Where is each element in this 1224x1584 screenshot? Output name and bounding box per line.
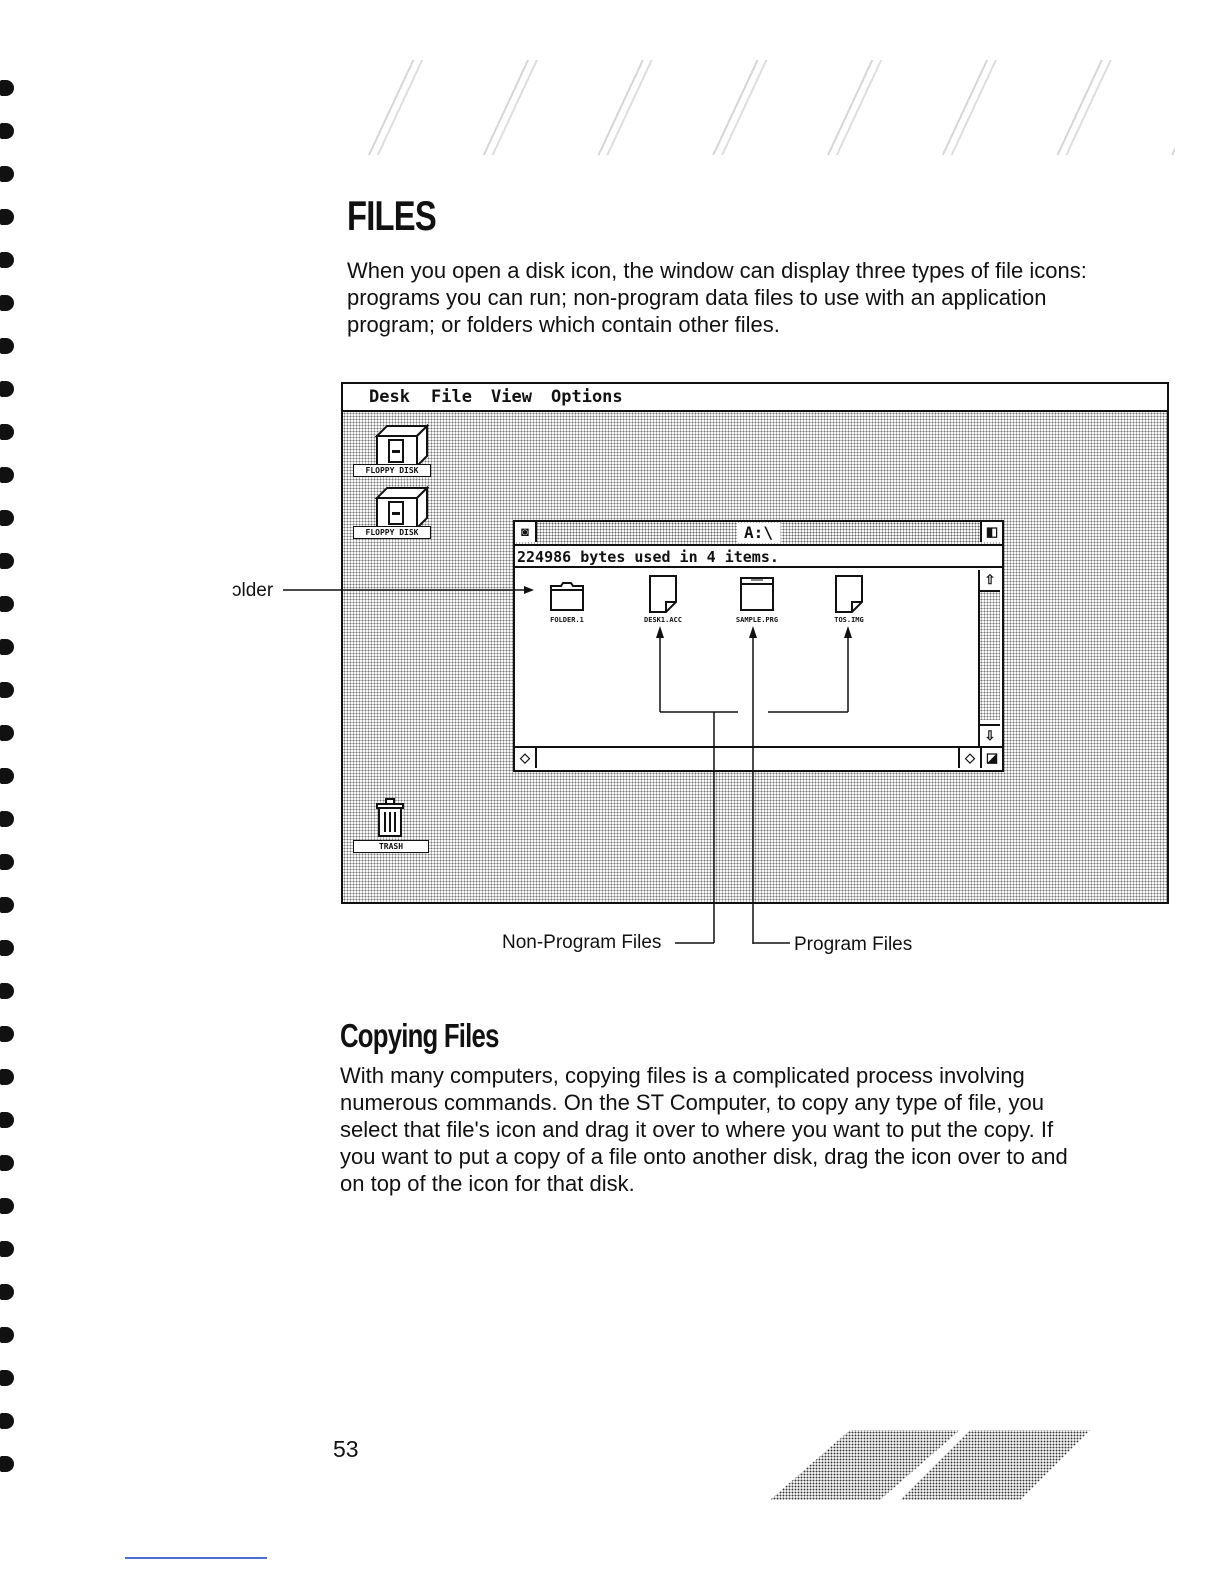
- copying-paragraph: With many computers, copying files is a complicated process involving numerous commands. On the ST Computer, to copy any type of file, you select that file's icon and drag it over to where you want to put the copy. If you want to put a copy of a file onto another disk, drag the icon over to and on top of the icon for that disk.: [340, 1063, 1068, 1196]
- close-icon[interactable]: ◙: [515, 522, 537, 542]
- non-program-files-callout: Non-Program Files: [502, 932, 662, 953]
- scroll-right-icon[interactable]: ◇: [958, 748, 980, 768]
- scroll-down-icon[interactable]: ⇩: [980, 724, 1000, 746]
- floppy-disk-label-b: FLOPPY DISK: [353, 526, 431, 539]
- page-title: FILES: [347, 192, 436, 239]
- bottom-rule: [125, 1557, 267, 1559]
- folder-margin-label: ɔlder: [232, 580, 274, 601]
- decorative-corner-stripes: [770, 1428, 1100, 1508]
- resize-icon[interactable]: ◪: [980, 748, 1002, 768]
- file-label-folder: FOLDER.1: [550, 616, 584, 624]
- fullscreen-icon[interactable]: ◧: [980, 522, 1002, 542]
- section-heading: Copying Files: [340, 1017, 499, 1054]
- trash-label: TRASH: [353, 840, 429, 853]
- page-number: 53: [333, 1436, 359, 1462]
- scroll-left-icon[interactable]: ◇: [515, 748, 537, 768]
- file-label-sample-prg: SAMPLE.PRG: [735, 616, 779, 624]
- file-label-desk-acc: DESK1.ACC: [644, 616, 682, 624]
- floppy-disk-label-a: FLOPPY DISK: [353, 464, 431, 477]
- window-info-line: 224986 bytes used in 4 items.: [515, 546, 1002, 568]
- scroll-up-icon[interactable]: ⇧: [980, 570, 1000, 592]
- program-files-callout: Program Files: [794, 934, 913, 955]
- menu-view[interactable]: View: [491, 387, 532, 407]
- menu-file[interactable]: File: [431, 387, 472, 407]
- intro-paragraph: When you open a disk icon, the window can display three types of file icons: programs you can run; non-program data files to use with an application program; or folders which contain other files.: [347, 258, 1087, 337]
- menu-desk[interactable]: Desk: [369, 387, 410, 407]
- file-label-tos-img: TOS.IMG: [834, 616, 864, 624]
- menu-options[interactable]: Options: [551, 387, 623, 407]
- window-title: A:\: [736, 523, 781, 543]
